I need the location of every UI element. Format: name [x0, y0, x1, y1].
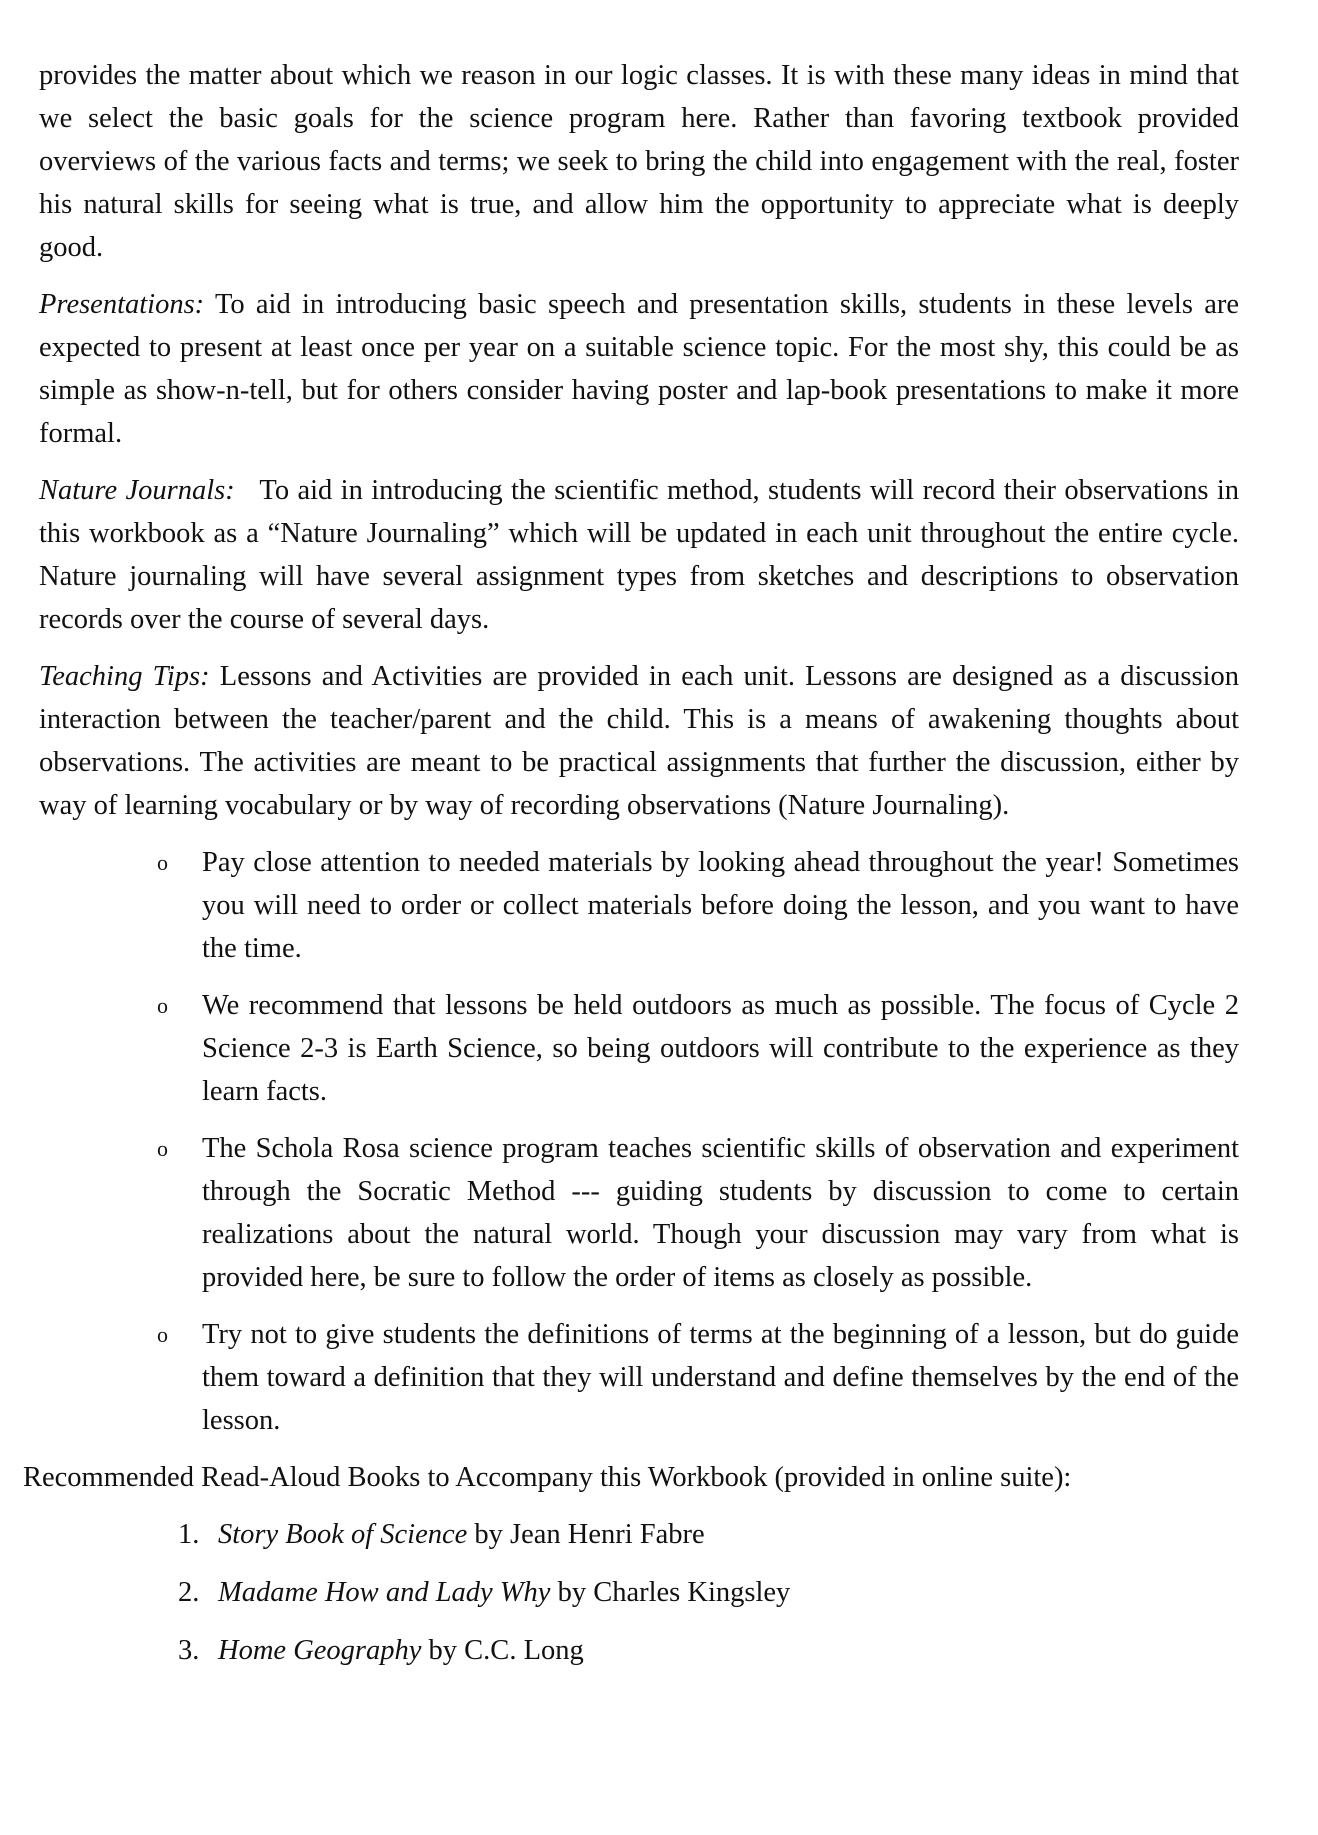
- book-title: Madame How and Lady Why: [218, 1577, 551, 1608]
- list-item: [157, 984, 1239, 1113]
- teaching-tips-list: [39, 841, 1239, 1442]
- books-heading: Recommended Read-Aloud Books to Accompany this Workbook (provided in online suite):: [23, 1462, 1072, 1493]
- book-title: Home Geography: [218, 1635, 422, 1666]
- book-item: [178, 1513, 1239, 1556]
- nature-journals-lead: Nature Journals:: [39, 475, 235, 506]
- book-author: by Charles Kingsley: [550, 1577, 791, 1608]
- bullet-circle-icon: o: [157, 850, 168, 875]
- document-page: [23, 54, 1247, 1687]
- list-item: [157, 841, 1239, 970]
- list-item-text: Pay close attention to needed materials by looking ahead throughout the year! Sometimes you will need to order or collect materials before doing the lesson, and you want to have the time.: [202, 847, 1239, 964]
- paragraph-text: provides the matter about which we reason in our logic classes. It is with these many ideas in mind that we select the basic goals for the science program here. Rather than favoring textbook provided overviews of the various facts and terms; we seek to bring the child into engagement with the real, foster his natural skills for seeing what is true, and allow him the opportunity to appreciate what is deeply good.: [39, 60, 1239, 263]
- presentations-paragraph: [39, 283, 1239, 455]
- book-item: [178, 1571, 1239, 1614]
- book-number: 3.: [178, 1635, 200, 1666]
- book-number: 2.: [178, 1577, 200, 1608]
- book-title: Story Book of Science: [218, 1519, 468, 1550]
- teaching-tips-paragraph: [39, 655, 1239, 827]
- list-item-text: The Schola Rosa science program teaches scientific skills of observation and experiment through the Socratic Method --- guiding students by discussion to come to certain realizations about the natural world. Though your discussion may vary from what is provided here, be sure to follow the order of items as closely as possible.: [202, 1133, 1239, 1293]
- list-item-text: We recommend that lessons be held outdoors as much as possible. The focus of Cycle 2 Science 2-3 is Earth Science, so being outdoors will contribute to the experience as they learn facts.: [202, 990, 1239, 1107]
- bullet-circle-icon: o: [157, 1136, 168, 1161]
- book-author: by C.C. Long: [421, 1635, 584, 1666]
- intro-paragraph: [39, 54, 1239, 269]
- teaching-tips-text: Lessons and Activities are provided in each unit. Lessons are designed as a discussion interaction between the teacher/parent and the child. This is a means of awakening thoughts about observations. The activities are meant to be practical assignments that further the discussion, either by way of learning vocabulary or by way of recording observations (Nature Journaling).: [39, 661, 1239, 821]
- book-item: [178, 1629, 1239, 1672]
- teaching-tips-lead: Teaching Tips:: [39, 661, 210, 692]
- list-item-text: Try not to give students the definitions of terms at the beginning of a lesson, but do guide them toward a definition that they will understand and define themselves by the end of the lesson.: [202, 1319, 1239, 1436]
- bullet-circle-icon: o: [157, 993, 168, 1018]
- list-item: [157, 1313, 1239, 1442]
- presentations-text: To aid in introducing basic speech and presentation skills, students in these levels are expected to present at least once per year on a suitable science topic. For the most shy, this could be as simple as show-n-tell, but for others consider having poster and lap-book presentations to make it more formal.: [39, 289, 1239, 449]
- book-author: by Jean Henri Fabre: [467, 1519, 705, 1550]
- presentations-lead: Presentations:: [39, 289, 205, 320]
- nature-journals-text: To aid in introducing the scientific method, students will record their observations in this workbook as a “Nature Journaling” which will be updated in each unit throughout the entire cycle. Nature journaling will have several assignment types from sketches and descriptions to observation records over the course of several days.: [39, 475, 1247, 635]
- books-list: [39, 1513, 1239, 1672]
- bullet-circle-icon: o: [157, 1322, 168, 1347]
- book-number: 1.: [178, 1519, 200, 1550]
- nature-journals-paragraph: [39, 469, 1247, 641]
- list-item: [157, 1127, 1239, 1299]
